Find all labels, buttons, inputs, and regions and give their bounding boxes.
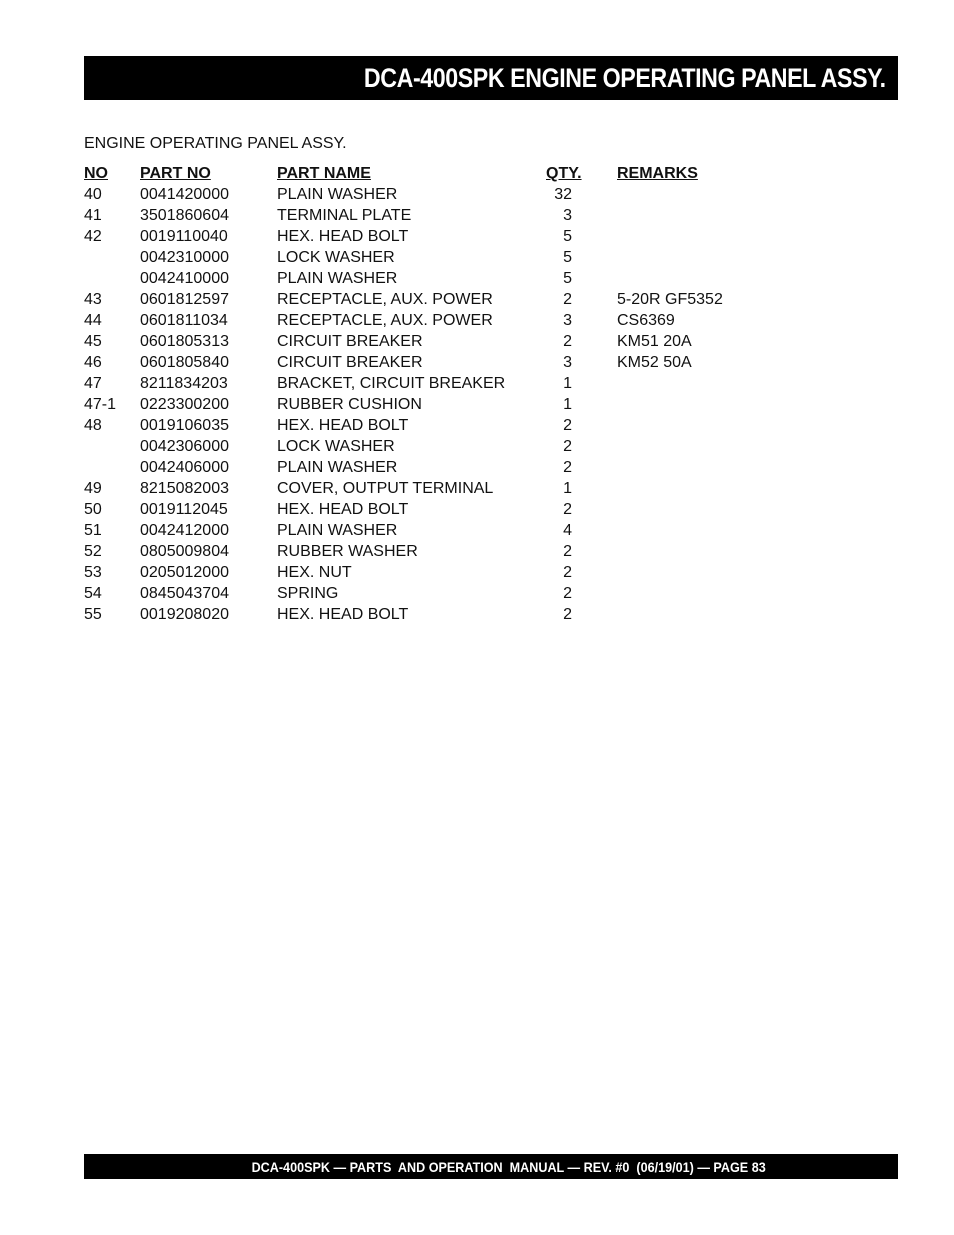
cell-part-no: 0845043704 [140,585,229,602]
table-row [84,499,784,520]
cell-part-no: 0223300200 [140,396,229,413]
cell-part-name: HEX. HEAD BOLT [277,606,409,623]
cell-qty: 3 [563,207,572,224]
cell-no: 48 [84,417,102,434]
cell-part-name: BRACKET, CIRCUIT BREAKER [277,375,506,392]
cell-qty: 2 [563,606,572,623]
cell-qty: 32 [554,186,572,203]
table-row [84,415,784,436]
table-body [84,184,784,625]
table-row [84,562,784,583]
column-header-part-name: PART NAME [277,165,371,182]
column-header-part-no: PART NO [140,165,211,182]
cell-qty: 4 [563,522,572,539]
cell-part-no: 0042412000 [140,522,229,539]
cell-qty: 2 [563,543,572,560]
page-title: DCA-400SPK ENGINE OPERATING PANEL ASSY. [364,62,886,93]
cell-part-name: CIRCUIT BREAKER [277,333,423,350]
cell-no: 47-1 [84,396,117,413]
table-row [84,268,784,289]
cell-part-no: 8211834203 [140,375,228,392]
table-row [84,436,784,457]
cell-no: 52 [84,543,102,560]
table-row [84,373,784,394]
cell-no: 55 [84,606,102,623]
cell-part-no: 0805009804 [140,543,229,560]
cell-qty: 5 [563,270,572,287]
table-row [84,205,784,226]
cell-part-no: 0042410000 [140,270,229,287]
table-row [84,541,784,562]
cell-part-name: TERMINAL PLATE [277,207,412,224]
table-row [84,310,784,331]
cell-part-name: LOCK WASHER [277,438,395,455]
cell-part-no: 0601805313 [140,333,229,350]
cell-part-name: RECEPTACLE, AUX. POWER [277,291,493,308]
cell-part-no: 0019106035 [140,417,229,434]
cell-part-name: COVER, OUTPUT TERMINAL [277,480,494,497]
cell-part-no: 0601812597 [140,291,229,308]
cell-part-no: 0042306000 [140,438,229,455]
table-row [84,583,784,604]
table-row [84,352,784,373]
cell-remarks: KM51 20A [617,333,692,350]
column-header-qty: QTY. [546,165,582,182]
table-row [84,604,784,625]
cell-part-name: LOCK WASHER [277,249,395,266]
page-footer-text: DCA-400SPK — PARTS AND OPERATION MANUAL — REV. #0 (06/19/01) — PAGE 83 [251,1158,767,1175]
cell-part-no: 0019112045 [140,501,228,518]
cell-part-no: 0019110040 [140,228,228,245]
cell-part-no: 0601805840 [140,354,229,371]
table-row [84,520,784,541]
table-row [84,289,784,310]
cell-qty: 2 [563,333,572,350]
page-footer-bar [84,1154,898,1179]
cell-no: 53 [84,564,102,581]
cell-part-name: RECEPTACLE, AUX. POWER [277,312,493,329]
cell-no: 47 [84,375,102,392]
cell-qty: 3 [563,354,572,371]
cell-qty: 2 [563,438,572,455]
cell-part-name: RUBBER CUSHION [277,396,422,413]
table-row [84,226,784,247]
cell-part-no: 8215082003 [140,480,229,497]
cell-no: 54 [84,585,102,602]
table-header-row [84,163,784,184]
cell-no: 45 [84,333,102,350]
cell-qty: 5 [563,228,572,245]
cell-qty: 2 [563,291,572,308]
cell-part-no: 0601811034 [140,312,228,329]
cell-part-name: HEX. NUT [277,564,352,581]
cell-no: 40 [84,186,102,203]
cell-part-no: 0042406000 [140,459,229,476]
cell-part-no: 0019208020 [140,606,229,623]
cell-qty: 1 [563,396,572,413]
cell-part-name: HEX. HEAD BOLT [277,228,409,245]
cell-qty: 2 [563,564,572,581]
cell-part-name: CIRCUIT BREAKER [277,354,423,371]
column-header-remarks: REMARKS [617,165,698,182]
table-row [84,394,784,415]
cell-no: 46 [84,354,102,371]
cell-qty: 1 [563,480,572,497]
cell-part-name: PLAIN WASHER [277,270,398,287]
table-row [84,478,784,499]
cell-part-name: HEX. HEAD BOLT [277,417,409,434]
cell-part-no: 3501860604 [140,207,229,224]
cell-part-no: 0041420000 [140,186,229,203]
cell-no: 41 [84,207,102,224]
cell-part-name: HEX. HEAD BOLT [277,501,409,518]
page-title-bar [84,56,898,100]
cell-no: 44 [84,312,102,329]
cell-qty: 2 [563,417,572,434]
table-row [84,247,784,268]
cell-remarks: KM52 50A [617,354,692,371]
cell-no: 49 [84,480,102,497]
cell-qty: 2 [563,585,572,602]
parts-table [84,163,784,625]
cell-qty: 3 [563,312,572,329]
cell-qty: 2 [563,459,572,476]
cell-part-name: PLAIN WASHER [277,186,398,203]
cell-part-name: PLAIN WASHER [277,522,398,539]
column-header-no: NO [84,165,108,182]
cell-part-name: PLAIN WASHER [277,459,398,476]
cell-qty: 5 [563,249,572,266]
cell-part-no: 0042310000 [140,249,229,266]
table-row [84,331,784,352]
cell-no: 42 [84,228,102,245]
table-row [84,184,784,205]
section-heading: ENGINE OPERATING PANEL ASSY. [84,135,347,152]
cell-no: 50 [84,501,102,518]
cell-part-name: RUBBER WASHER [277,543,418,560]
table-row [84,457,784,478]
cell-qty: 2 [563,501,572,518]
cell-part-no: 0205012000 [140,564,229,581]
cell-no: 51 [84,522,102,539]
cell-no: 43 [84,291,102,308]
cell-remarks: 5-20R GF5352 [617,291,723,308]
cell-part-name: SPRING [277,585,339,602]
cell-remarks: CS6369 [617,312,675,329]
cell-qty: 1 [563,375,572,392]
